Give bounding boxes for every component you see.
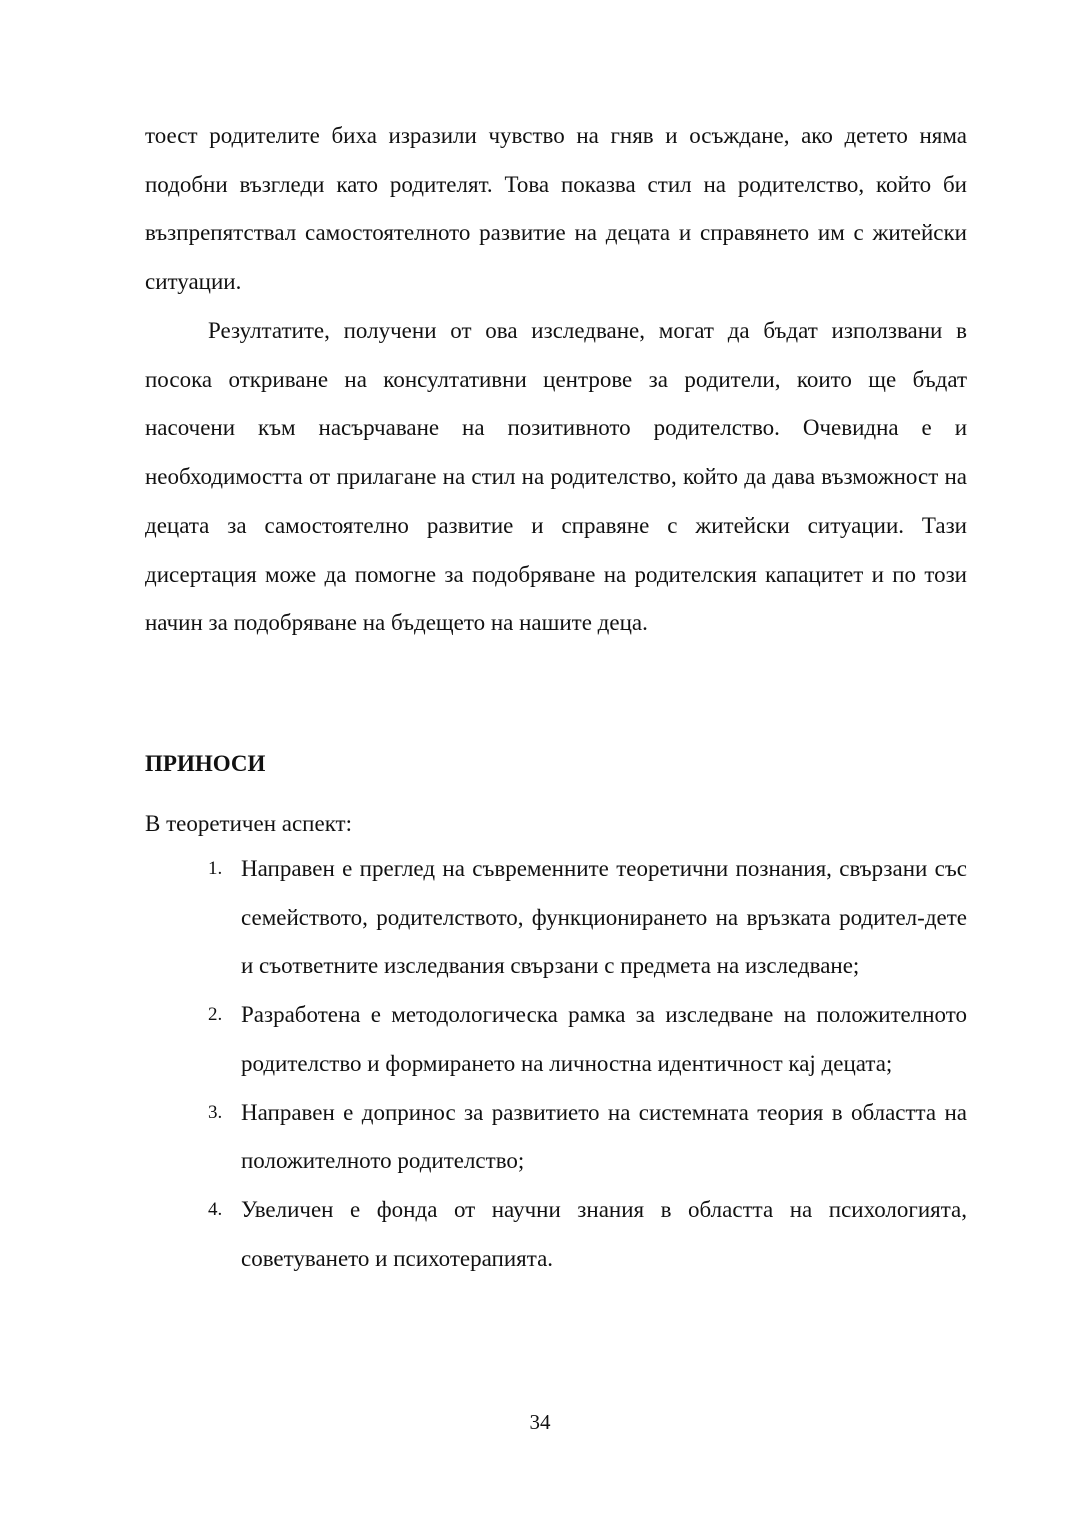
subsection-label-theoretical: В теоретичен аспект:	[145, 811, 352, 836]
list-item-text: Увеличен е фонда от научни знания в областта на психологията, советуването и психотерапията.	[241, 1196, 967, 1271]
list-item-text: Разработена е методологическа рамка за изследване на положителното родителство и формирането на личностна идентичност каj децата;	[241, 1002, 967, 1076]
list-item	[0, 1089, 1080, 1186]
list-item-number: 3.	[208, 1101, 223, 1123]
page-number: 34	[529, 1410, 551, 1434]
list-item	[0, 845, 1080, 991]
list-item-text: Направен е допринос за развитието на системната теория в областта на положителното родителство;	[241, 1099, 967, 1174]
list-item-number: 4.	[208, 1198, 223, 1220]
list-item-text: Направен е преглед на съвременните теоретични познания, свързани със семейството, родителството, функционирането на връзката родител-дете и съответните изследвания свързани с предмета на изследване;	[241, 856, 967, 979]
section-heading-contributions: ПРИНОСИ	[145, 751, 266, 776]
list-item	[0, 1186, 1080, 1283]
contributions-list	[0, 845, 1080, 1283]
body-paragraph-1: тоест родителите биха изразили чувство на гняв и осъждане, ако детето няма подобни възгледи като родителят. Това показва стил на родителство, който би възпрепятствал самостоятелното развитие на децата и справянето им с житейски ситуации.	[145, 123, 967, 295]
list-item	[0, 991, 1080, 1088]
list-item-number: 2.	[208, 1004, 223, 1026]
body-paragraph-2: Резултатите, получени от ова изследване, могат да бъдат използвани в посока откриване на консултативни центрове за родители, които ще бъдат насочени към насърчаване на позитивното родителство. Очевидна е и необходимостта от прилагане на стил на родителство, който да дава възможност на децата за самостоятелно развитие и справяне с житейски ситуации. Тази дисертация може да помогне за подобряване на родителския капацитет и по този начин за подобряване на бъдещето на нашите деца.	[145, 318, 967, 636]
list-item-number: 1.	[208, 858, 223, 879]
